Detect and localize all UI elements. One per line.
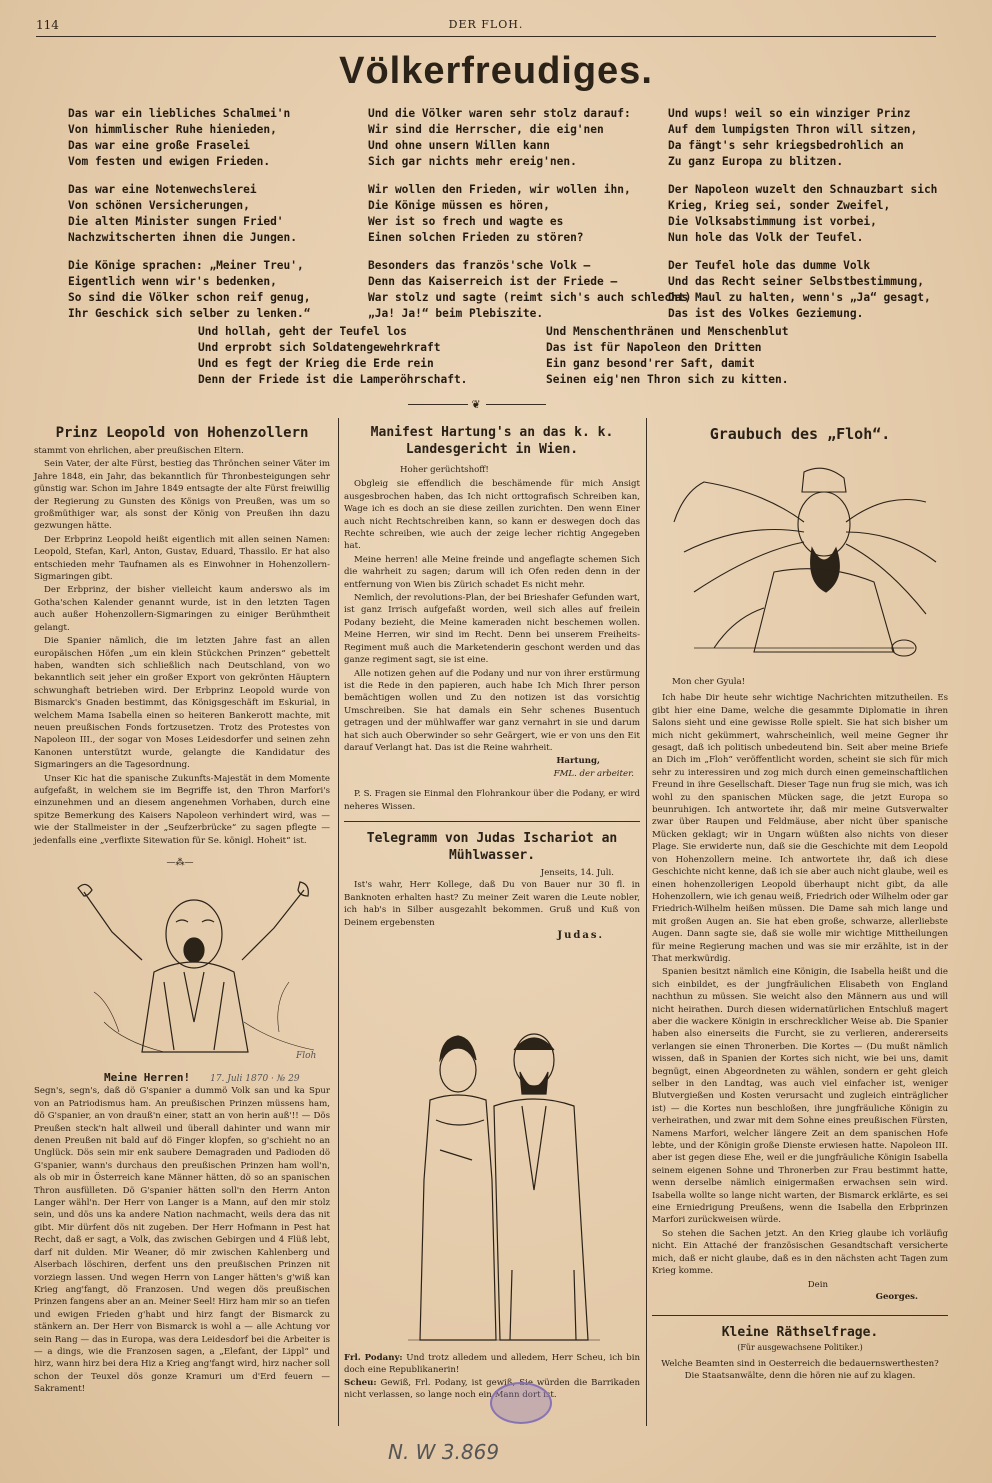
- poem-line: Der Napoleon wuzelt den Schnauzbart sich: [668, 183, 938, 196]
- caption-line: Und trotz alledem und alledem, Herr Scheu, ich bin doch eine Republikanerin!: [344, 1353, 640, 1376]
- poem-line: Wir sind die Herrscher, die eig'nen: [368, 123, 604, 136]
- poem-line: Wer ist so frech und wagte es: [368, 215, 564, 228]
- poem-final-left: [198, 324, 518, 388]
- paragraph: Meine herren! alle Meine freinde und angeflagte schemen Sich die wahrheit zu sagen; darum will ich Ofen reden denn in der entfernung von Wien bis Zürich schadet Es nicht mehr.: [344, 554, 640, 590]
- left-article: [34, 424, 330, 848]
- poem-line: Die Könige müssen es hören,: [368, 199, 550, 212]
- archive-mark: N. W 3.869: [388, 1440, 500, 1464]
- library-stamp: [490, 1382, 552, 1424]
- poem-line: Ihr Geschick sich selber zu lenken.“: [68, 307, 311, 320]
- riddle-subtitle: (Für ausgewachsene Politiker.): [737, 1343, 863, 1353]
- poem-line: Die Volksabstimmung ist vorbei,: [668, 215, 877, 228]
- paragraph: Sein Vater, der alte Fürst, bestieg das Thrönchen seiner Väter im Jahre 1848, ein Jahr, das bekanntlich für Thronbesteigungen sehr günstig war. Schon im Jahre 1849 entsagte der alte Fürst freiwillig der Regierung zu Gunsten des Königs von Preußen, was um so großmüthiger war, als sonst der König von Preußen ihn dazu gezwungen hätte.: [34, 459, 330, 532]
- page-number: 114: [36, 18, 59, 32]
- poem-column-3: [668, 106, 948, 334]
- poem-line: Auf dem lumpigsten Thron will sitzen,: [668, 123, 918, 136]
- stanza: [368, 182, 658, 246]
- paragraph: Die Spanier nämlich, die im letzten Jahre fast an allen europäischen Höfen „um ein klein Stückchen Prinzen“ gebettelt haben, wandten sich schließlich nach Deutschland, von wo bekanntlich seit jeher ein großer Export von gekrönten Häuptern schwunghaft betrieben wird. Der Erbprinz Leopold wurde von Bismarck's Gnaden bestimmt, das Königsgeschäft im Eskurial, in welchem Mama Isabella einen so heiteren Bankerott machte, mit neuen preußischen Fonds fortzusetzen. Trotz des Protestes von Napoleon III., der sogar von Moses Leidesdorfer und seinen zehn Kanonen unterstützt wurde, gelangte die Kandidatur des Sigmaringers an die Tagesordnung.: [34, 636, 330, 771]
- poem-final-right: [546, 324, 836, 388]
- paragraph: Obgleig sie effendlich die beschämende für mich Ansigt ausgesbrochen haben, das Ich nicht orttografisch Schreiben kan, Wage ich es doch an sie diese zeillen zurichten. Den wenn Einer auch nicht Rechtschreiben kann, so kann er deswegen doch das Rechte schreiben, wie auch der zeige lecher richtig Angegeben hat.: [344, 479, 640, 552]
- caricature-shouting-man: [64, 872, 326, 1068]
- riddle-title: Kleine Räthselfrage.: [721, 1325, 879, 1341]
- poem-line: Ein ganz besond'rer Saft, damit: [546, 357, 755, 370]
- dateline: Jenseits, 14. Juli.: [540, 867, 614, 878]
- poem-line: Und wups! weil so ein winziger Prinz: [668, 107, 911, 120]
- caption-text: Segn's, segn's, daß dö G'spanier a dummö Volk san und ka Spur von an Patriodismus ham. An preußischen Prinzen müssens ham, dö G'spanier, an von drauß'n einer, statt an von herin auß'!! — Dös Preußen steck'n halt allweil und überall dahinter und wann mir denen Preußen nit bald auf dö Finger klopfen, so g'schieht no an Unglück. Dös sein mir enk saubere Demagraden und Padioden dö G'spanier, wann's durchaus den preußischen Prinzen ham woll'n, als ob mir in Österreich kane Männer hätten, dö so an spanischen Thron ausfülleten. Dö G'spanier hätten soll'n den Herrn Anton Langer wähl'n. Der Herr von Langer is a Mann, auf den mir stolz sein, und dös uns ka andere Nation nachmacht, weils dera das nit gibt. Mir dürfent dös nit zugeben. Der Herr Hofmann in Pest hat Recht, daß er sagt, a Volk, das zwischen Gebirgen und 4 Flüß lebt, darf nit dulden. Mir Weaner, dö mir zwischen Kahlenberg und Alserbach löschiren, derfent uns den preußischen Prinzen nit vorziegn lassen. Und wegen Herrn von Langer hätten's g'wiß kan Krieg ang'fangt, dö Franzosen. Und wegen dös preußischen Prinzen fangens aber an an. Meiner Seel! Hirz ham mir so an tiefen und ewigen Frieden g'habt und hirz fangt der Bismarck zu stänkern an. Der Herr von Bismarck is wohl a — alle Achtung vor sein Rang — das in Europa, was dera Leidesdorf bei die Arbeiter is — a dings, wie die Franzosen sagen, a „Elefant, der Lippl“ und hirz, wann hirz bei dera Hiz a Krieg ang'fangt wird, hirz nacher soll schon der Teuxel dös gonze Kramuri um d'Erd feuern — Sakrament!: [34, 1086, 330, 1395]
- article-title: Manifest Hartung's an das k. k. Landesgericht in Wien.: [370, 425, 614, 457]
- signature: Georges.: [875, 1291, 918, 1302]
- paragraph: Spanien besitzt nämlich eine Königin, die Isabella heißt und die sich einbildet, es der jungfräulichen Elisabeth von England nachthun zu müssen. Sie weicht also den Männern aus und will nicht heirathen. Durch diesen widernatürlichen Entschluß magert aber die wackere Königin in erschrecklicher Weise ab. Die Spanier haben also einerseits die Furcht, sie zu verlieren, andererseits verlangen sie einen Thronerben. Die Kortes — (Du mußt nämlich wissen, daß in Spanien der Kortes sich nicht, wie bei uns, damit begnügt, einen Abgeordneten zu wählen, sondern er geht gleich selber in den Landtag, was auch viel einfacher ist, weniger Blutvergießen und Kosten verursacht und zugleich einträglicher ist) — die Kortes nun beschloßen, ihre jungfräuliche Königin zu verheirathen, und zwar mit dem Sohne eines preußischen Fürsten, Namens Marfori, welcher längere Zeit an dem spanischen Hofe lebte, und der Königin große Dienste erwiesen hatte. Napoleon III. aber ist gegen diese Ehe, weil er die jungfräuliche Königin Isabella seinem eigenen Sohne und Thronerben zur Frau bestimmt hatte, wenn derselbe nämlich einigermaßen erwachsen sein wird. Isabella wollte so lange nicht warten, der Bismarck erklärte, es sei eine Erniedrigung Preußens, wenn die Isabella den Erbprinzen Marfori zurückweisen würde.: [652, 967, 948, 1226]
- poem-line: Das ist für Napoleon den Dritten: [546, 341, 762, 354]
- poem-line: Von schönen Versicherungen,: [68, 199, 250, 212]
- article-title: Telegramm von Judas Ischariot an Mühlwasser.: [366, 830, 618, 863]
- poem-line: Nun hole das Volk der Teufel.: [668, 231, 864, 244]
- column-divider: [646, 418, 647, 1426]
- article-title: Prinz Leopold von Hohenzollern: [55, 425, 309, 441]
- stanza: [68, 258, 348, 322]
- poem-line: Eigentlich wenn wir's bedenken,: [68, 275, 277, 288]
- poem-line: Das war eine Notenwechslerei: [68, 183, 257, 196]
- poem-line: Nachzwitscherten ihnen die Jungen.: [68, 231, 298, 244]
- riddle-question: Welche Beamten sind in Oesterreich die bedauernswerthesten?: [661, 1358, 939, 1369]
- ornament-icon: ❦: [471, 398, 481, 411]
- caption-speaker: Scheu:: [344, 1377, 377, 1388]
- stanza: [668, 258, 948, 322]
- paragraph: Der Erbprinz Leopold heißt eigentlich mit allen seinen Namen: Leopold, Stefan, Karl, Anton, Gustav, Eduard, Thassilo. Er hat also entschieden mehr Taufnamen als es Einwohner in Hohenzollern-Sigmaringen gibt.: [34, 534, 330, 583]
- poem-line: Und Menschenthränen und Menschenblut: [546, 325, 789, 338]
- signature-sub: FML. der arbeiter.: [553, 768, 634, 779]
- poem-line: Die Könige sprachen: „Meiner Treu',: [68, 259, 304, 272]
- poem-line: Das Maul zu halten, wenn's „Ja“ gesagt,: [668, 291, 931, 304]
- main-title: Völkerfreudiges.: [339, 50, 653, 92]
- poem-line: Und die Völker waren sehr stolz darauf:: [368, 107, 631, 120]
- left-caption: [34, 1072, 330, 1397]
- poem-line: Der Teufel hole das dumme Volk: [668, 259, 871, 272]
- poem-line: Zu ganz Europa zu blitzen.: [668, 155, 844, 168]
- running-title: DER FLOH.: [448, 18, 524, 31]
- stanza: [668, 182, 948, 246]
- paragraph: Der Erbprinz, der bisher vielleicht kaum anderswo als im Gotha'schen Kalender genannt wurde, ist in den letzten Tagen auch außer Hohenzollern-Sigmaringen zu einiger Berühmtheit gelangt.: [34, 585, 330, 633]
- ornament-rule: [486, 404, 546, 405]
- poem-line: Von himmlischer Ruhe hienieden,: [68, 123, 277, 136]
- poem-line: Einen solchen Frieden zu stören?: [368, 231, 584, 244]
- poem-line: Denn der Friede ist die Lamperöhrschaft.: [198, 373, 468, 386]
- closing: Dein: [807, 1279, 828, 1290]
- paragraph: Alle notizen gehen auf die Podany und nur von ihrer erstürmung ist die Rede in den papieren, auch habe Ich Mich Ihrer person bemächtigen wollen und Zu den notizen ist das vorsichtig Umschreiben. Sie hat damals ein Sehr schenes Busentuch getragen und der mühlwaffer war ganz vernahrt in sie und darum hat sich auch Oberwinder so sehr Geärgert, wie er von uns den Eit darauf Verlangt hat. Das ist die Reine wahrheit.: [344, 668, 640, 753]
- poem-column-2: [368, 106, 692, 334]
- poem-line: Wir wollen den Frieden, wir wollen ihn,: [368, 183, 631, 196]
- caption-speaker: Frl. Podany:: [344, 1353, 403, 1363]
- poem-line: Und ohne unsern Willen kann: [368, 139, 550, 152]
- poem-line: „Ja! Ja!“ beim Plebiszite.: [368, 307, 544, 320]
- poem-line: Und das Recht seiner Selbstbestimmung,: [668, 275, 924, 288]
- stanza: [68, 106, 348, 170]
- section-rule: [344, 821, 640, 822]
- poem-line: Und erprobt sich Soldatengewehrkraft: [198, 341, 441, 354]
- paragraph: stammt von ehrlichen, aber preußischen Eltern.: [34, 446, 244, 456]
- stanza: [368, 258, 692, 322]
- separator-icon: —⁂—: [166, 858, 194, 868]
- stanza: [68, 182, 348, 246]
- poem-line: Die alten Minister sungen Fried': [68, 215, 284, 228]
- signature: Judas.: [557, 930, 604, 941]
- poem-column-1: [68, 106, 348, 334]
- right-article-body: [652, 676, 948, 1383]
- poem-line: Besonders das französ'sche Volk —: [368, 259, 591, 272]
- column-divider: [338, 418, 339, 1426]
- svg-text:Floh: Floh: [296, 1051, 317, 1061]
- signature: Hartung,: [556, 756, 600, 767]
- riddle-answer: Die Staatsanwälte, denn die hören nie auf zu klagen.: [684, 1371, 916, 1382]
- paragraph: So stehen die Sachen jetzt. An den Krieg glaube ich vorläufig nicht. Ein Attaché der französischen Gesandtschaft versicherte mich, daß er nicht glaube, daß es in den nächsten acht Tagen zum Krieg komme.: [652, 1228, 948, 1277]
- illustration-smoking-man: [654, 452, 942, 674]
- poem-line: So sind die Völker schon reif genug,: [68, 291, 311, 304]
- poem-line: Das war eine große Fraselei: [68, 139, 250, 152]
- postscript: P. S. Fragen sie Einmal den Flohrankour über die Podany, er wird neheres Wissen.: [344, 789, 640, 812]
- middle-article-manifest: [344, 424, 640, 942]
- illustration-couple: [400, 1010, 608, 1350]
- salutation: Hoher gerüchtshoff!: [400, 465, 489, 475]
- poem-line: Sich gar nichts mehr ereig'nen.: [368, 155, 577, 168]
- stanza: [368, 106, 658, 170]
- poem-line: Krieg, Krieg sei, sonder Zweifel,: [668, 199, 891, 212]
- paragraph: Unser Kic hat die spanische Zukunfts-Majestät in dem Momente aufgefaßt, in welchem sie im Begriffe ist, den Thron Marfori's einzunehmen und an diesem angenehmen Vorhaben, durch eine spitze Bemerkung des Kaisers Napoleon verhindert wird, was — wie der Stallmeister in der „Seufzerbrücke“ zu sagen pflegte — jedenfalls eine „verflixte Sitewation für Se. königl. Hoheit“ ist.: [34, 773, 330, 846]
- poem-line: Und hollah, geht der Teufel los: [198, 325, 407, 338]
- header-rule: [36, 36, 936, 37]
- caption-title: Meine Herren!: [104, 1071, 191, 1084]
- paragraph: Ich habe Dir heute sehr wichtige Nachrichten mitzutheilen. Es gibt hier eine Dame, welche die gesammte Diplomatie in ihren Salons sieht und eine gewisse Rolle spielt. Sie hat sich bisher um mich nicht gekümmert, wahrscheinlich, weil meine Gegner ihr gesagt, daß ich politisch unbedeutend bin. Seit aber meine Briefe an Dich im „Floh“ veröffentlicht worden, scheint sie sich für mich sehr zu interessiren und zog mich durch einen gemeinschaftlichen Freund in ihre Gesellschaft. Dieser Tage nun frug sie mich, was ich wohl zu den spanischen Mücken sage, die jetzt Europa so beunruhigen. Ich antwortete ihr, daß mir meine Gutsverwalter zwar über Raupen und Feldmäuse, aber nicht über spanische Mücken geklagt; wir in Ungarn wüßten also nichts von dieser Plage. Sie erwiderte nun, daß sie die Geschichte mit dem Leopold von Hohenzollern meine. Ich antwortete ihr, daß ich diese Geschichte nicht kenne, daß ich sie aber auch nicht glaube, weil es einen hohenzollerigen Leopold überhaupt nicht gibt, da alle Hohenzollern, wie ich genau weiß, Friedrich oder Wilhelm oder gar Friedrich-Wilhelm heißen müssen. Die Dame sah mich lange und mit großen Augen an. Sie hat eben große, schwarze, allerliebste Augen. Dann sagte sie, daß sie wolle mir wichtige Mittheilungen für meine Regierung machen und was sie mir erzählte, ist in der That merkwürdig.: [652, 693, 948, 964]
- section-rule: [652, 1315, 948, 1316]
- page-header: [36, 14, 936, 38]
- paragraph: Nemlich, der revolutions-Plan, der bei Brieshafer Gefunden wart, ist ganz Irrisch aufgefaßt worden, weil sich alles auf freilein Podany bezieht, die Meine kameraden nicht beschemen wollen. Meine Herren, wir sind im Recht. Denn bei unserem Freiheits-Regiment muß auch die Marketenderin geschont werden und das ganze regiment sagt, sie ist eine.: [344, 593, 640, 666]
- poem-line: Vom festen und ewigen Frieden.: [68, 155, 271, 168]
- poem-line: Denn das Kaiserreich ist der Friede —: [368, 275, 618, 288]
- poem-line: Seinen eig'nen Thron sich zu kitten.: [546, 373, 789, 386]
- handwritten-note: 17. Juli 1870 · № 29: [210, 1074, 300, 1084]
- poem-line: Das war ein liebliches Schalmei'n: [68, 107, 291, 120]
- caption-line: Gewiß, Frl. Podany, ist gewiß, Sie würden die Barrikaden nicht verlassen, so lange noch ein Mann dort ist.: [344, 1377, 641, 1401]
- poem-line: War stolz und sagte (reimt sich's auch schlecht): [368, 291, 692, 304]
- article-title: Graubuch des „Floh“.: [709, 425, 891, 443]
- poem-line: Da fängt's sehr kriegsbedrohlich an: [668, 139, 904, 152]
- poem-line: Und es fegt der Krieg die Erde rein: [198, 357, 434, 370]
- paragraph: Ist's wahr, Herr Kollege, daß Du von Bauer nur 30 fl. in Banknoten erhalten hast? Zu meiner Zeit waren die Leute nobler, ich hab's in Silber ausgezahlt bekommen. Gruß und Kuß von Deinem ergebensten: [344, 880, 640, 928]
- stanza: [668, 106, 948, 170]
- letter-salutation: Mon cher Gyula!: [672, 677, 746, 687]
- poem-line: Das ist des Volkes Geziemung.: [668, 307, 864, 320]
- right-article: [652, 424, 948, 450]
